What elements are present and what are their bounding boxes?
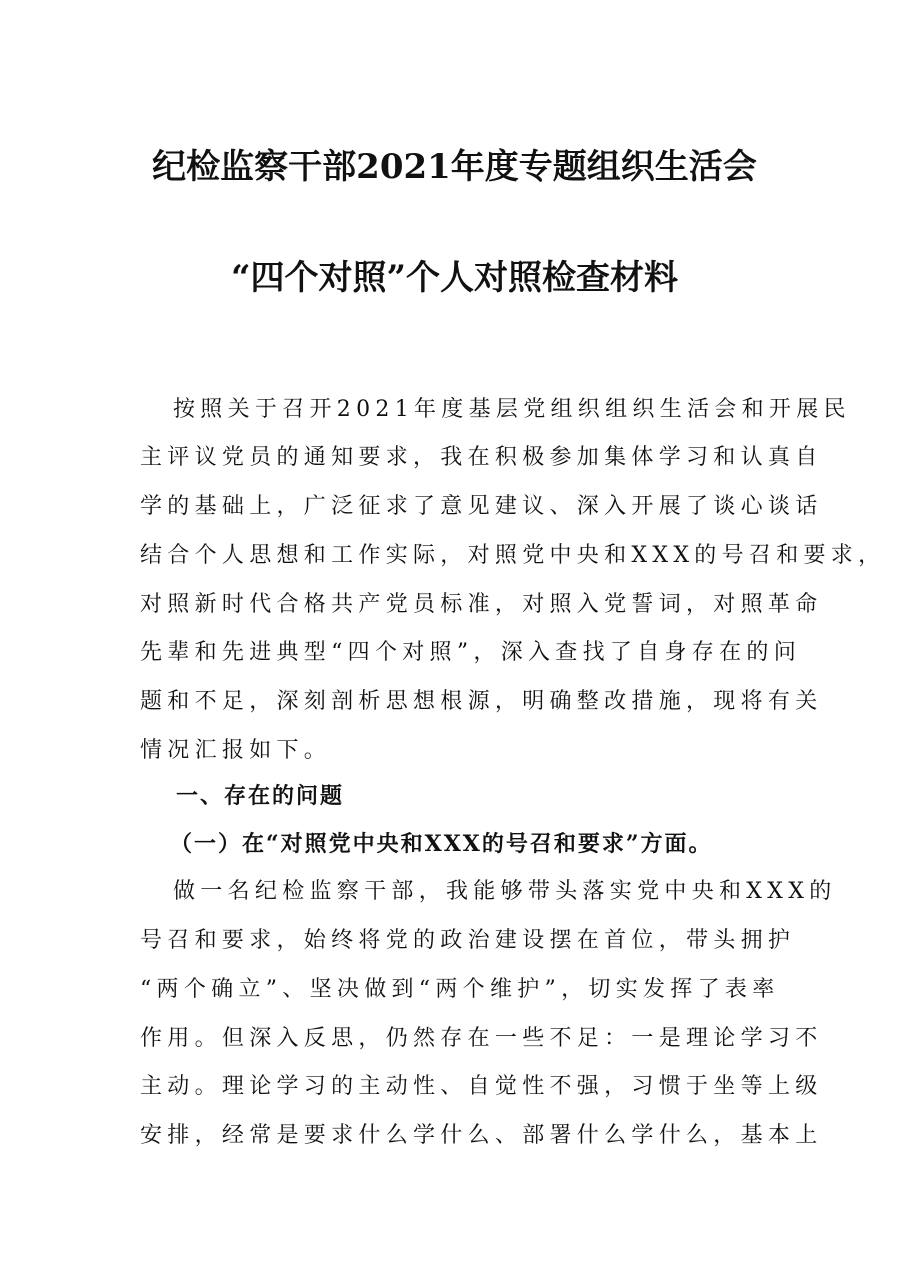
- section-line-1: 做一名纪检监察干部，我能够带头落实党中央和XXX的: [173, 879, 837, 904]
- intro-line-7: 题和不足，深刻剖析思想根源，明确整改措施，现将有关: [140, 689, 823, 714]
- section-line-2: 号召和要求，始终将党的政治建设摆在首位，带头拥护: [140, 928, 796, 953]
- section-heading: 一、存在的问题: [176, 783, 345, 809]
- section-line-4: 作用。但深入反思，仍然存在一些不足：一是理论学习不: [140, 1026, 823, 1051]
- section-line-3: “两个确立”、坚决做到“两个维护”，切实发挥了表率: [140, 977, 780, 1002]
- intro-line-6: 先辈和先进典型“四个对照”，深入查找了自身存在的问: [140, 640, 801, 665]
- section-line-6: 安排，经常是要求什么学什么、部署什么学什么，基本上: [140, 1123, 823, 1148]
- intro-line-3: 学的基础上，广泛征求了意见建议、深入开展了谈心谈话: [140, 494, 823, 519]
- intro-line-4: 结合个人思想和工作实际，对照党中央和XXX的号召和要求，: [140, 543, 886, 568]
- section-line-5: 主动。理论学习的主动性、自觉性不强，习惯于坐等上级: [140, 1074, 823, 1099]
- intro-line-2: 主评议党员的通知要求，我在积极参加集体学习和认真自: [140, 445, 823, 470]
- intro-line-8: 情况汇报如下。: [140, 738, 332, 763]
- intro-line-5: 对照新时代合格共产党员标准，对照入党誓词，对照革命: [140, 592, 823, 617]
- subsection-heading: （一）在“对照党中央和XXX的号召和要求”方面。: [170, 831, 713, 857]
- intro-line-1: 按照关于召开2021年度基层党组织组织生活会和开展民: [173, 397, 851, 422]
- document-body: [140, 0, 886, 1286]
- document-title-line1: 纪检监察干部2021年度专题组织生活会: [152, 147, 757, 187]
- document-title-line2: “四个对照”个人对照检查材料: [230, 258, 679, 298]
